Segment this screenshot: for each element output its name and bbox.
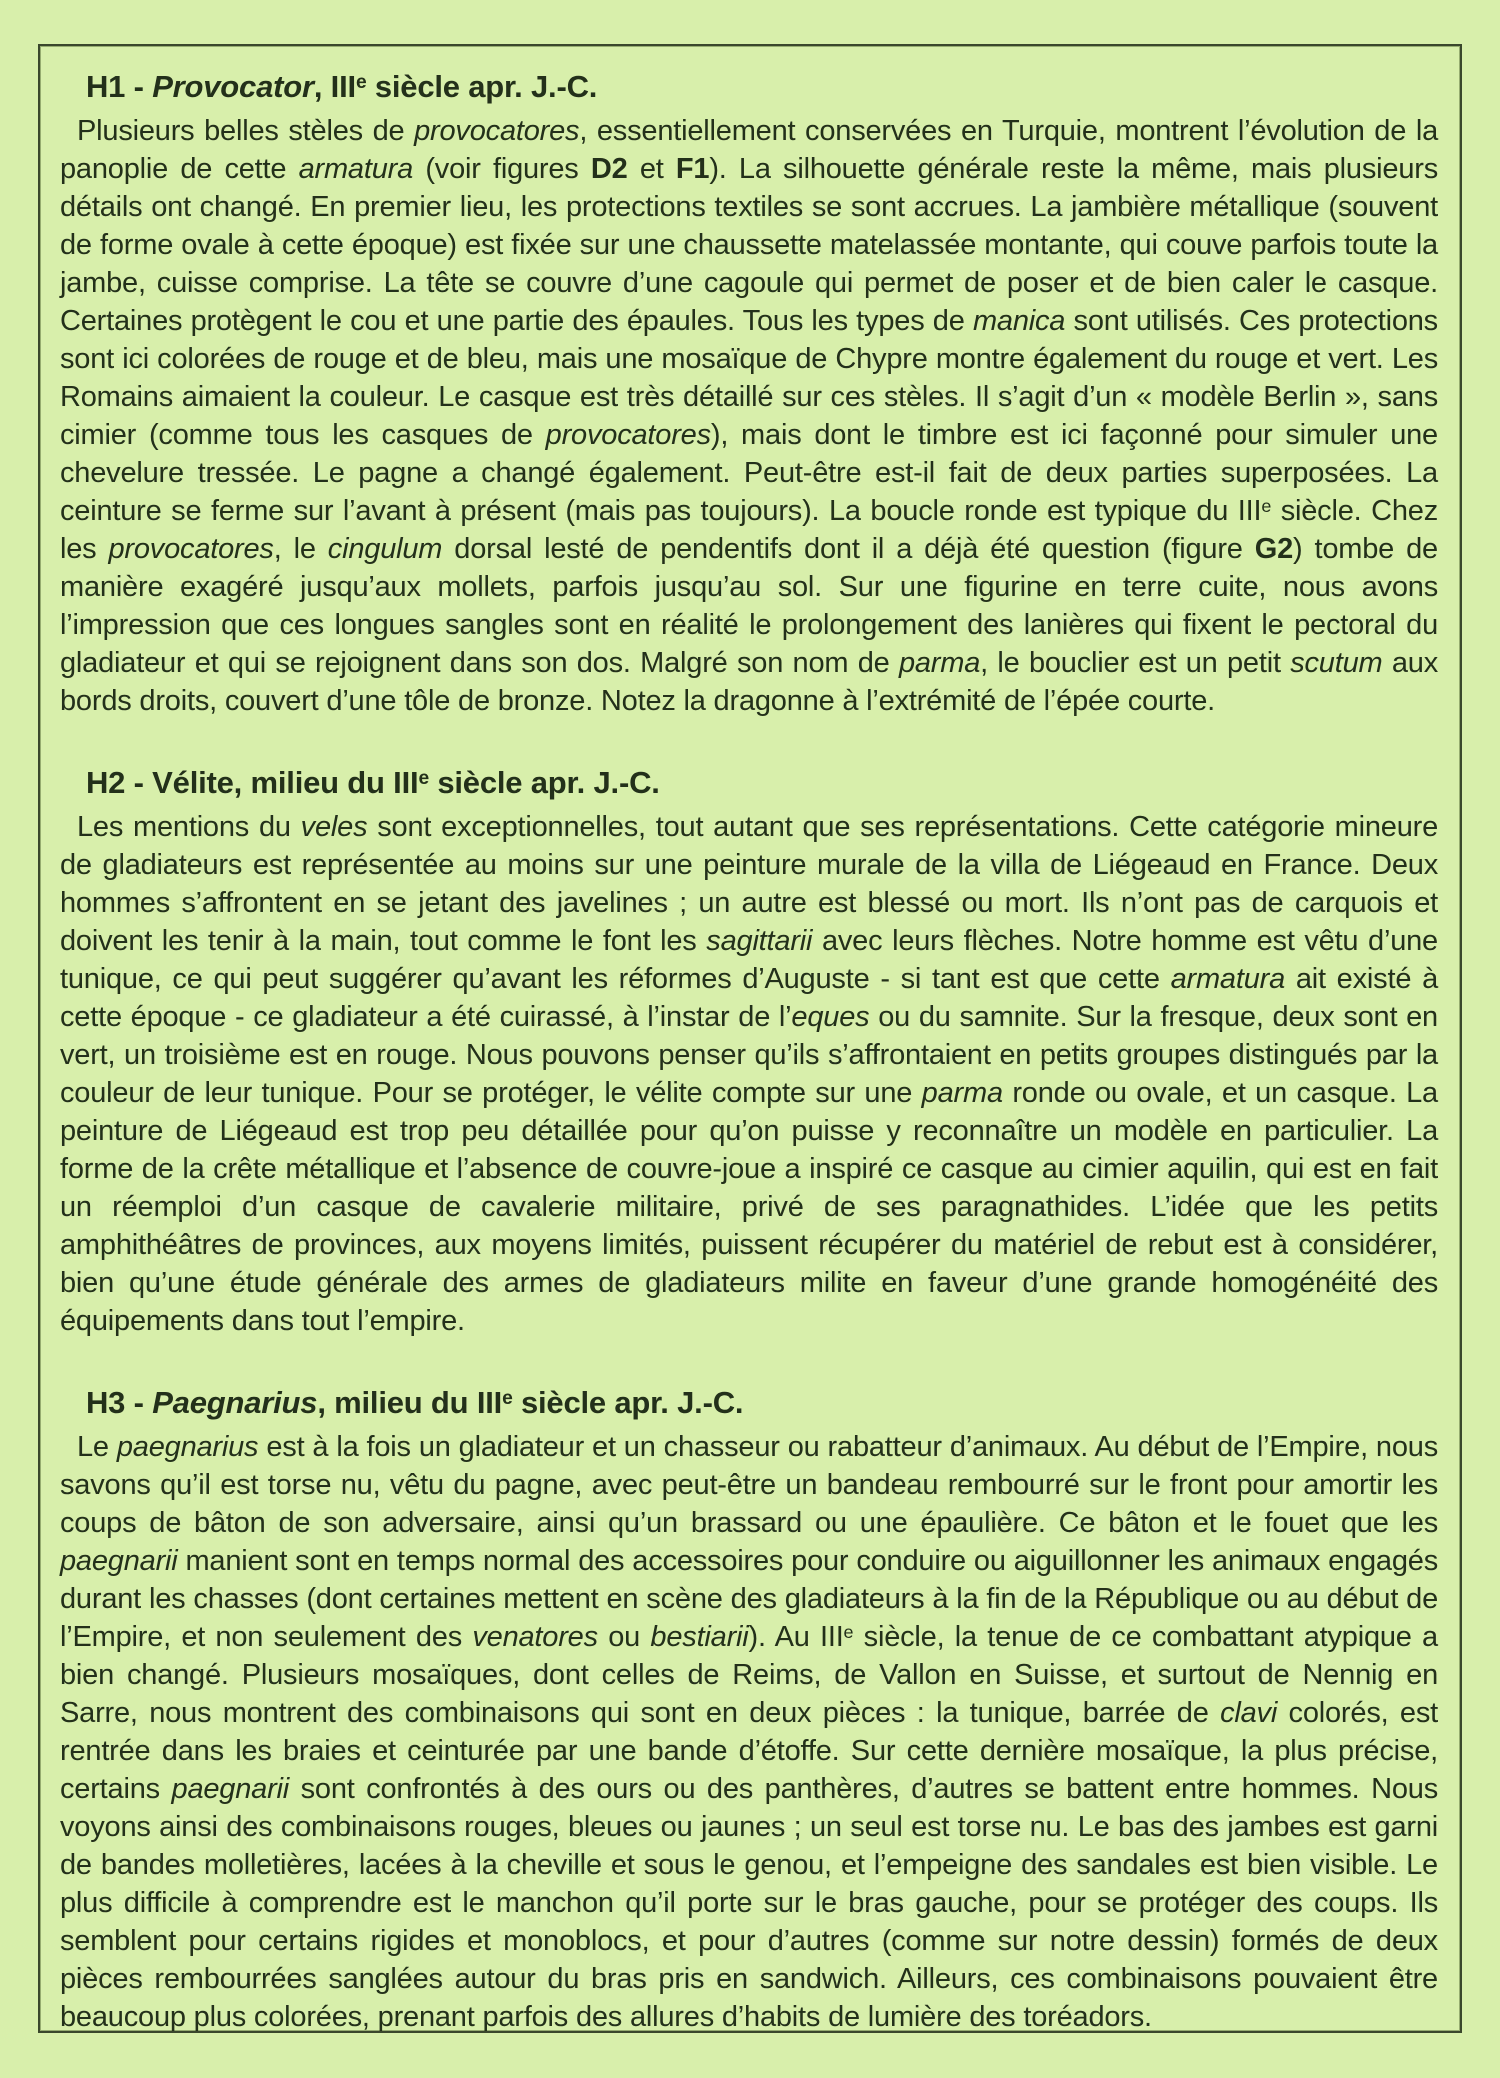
- document-body: [40, 46, 1460, 2033]
- section-h3-paegnarius: [60, 1384, 1438, 2033]
- section-h1-provocator: [60, 68, 1438, 720]
- section-h2-velite: [60, 764, 1438, 1340]
- page-frame-border: [38, 44, 1462, 2033]
- section-paragraph: Le paegnarius est à la fois un gladiateur et un chasseur ou rabatteur d’animaux. Au début de l’Empire, nous savons qu’il est torse nu, vêtu du pagne, avec peut-être un bandeau rembourré sur le front pour amortir les coups de bâton de son adversaire, ainsi qu’un brassard ou une épaulière. Ce bâton et le fouet que les paegnarii manient sont en temps normal des accessoires pour conduire ou aiguillonner les animaux engagés durant les chasses (dont certaines mettent en scène des gladiateurs à la fin de la République ou au début de l’Empire, et non seulement des venatores ou bestiarii). Au IIIe siècle, la tenue de ce combattant atypique a bien changé. Plusieurs mosaïques, dont celles de Reims, de Vallon en Suisse, et surtout de Nennig en Sarre, nous montrent des combinaisons qui sont en deux pièces : la tunique, barrée de clavi colorés, est rentrée dans les braies et ceinturée par une bande d’étoffe. Sur cette dernière mosaïque, la plus précise, certains paegnarii sont confrontés à des ours ou des panthères, d’autres se battent entre hommes. Nous voyons ainsi des combinaisons rouges, bleues ou jaunes ; un seul est torse nu. Le bas des jambes est garni de bandes molletières, lacées à la cheville et sous le genou, et l’empeigne des sandales est bien visible. Le plus difficile à comprendre est le manchon qu’il porte sur le bras gauche, pour se protéger des coups. Ils semblent pour certains rigides et monoblocs, et pour d’autres (comme sur notre dessin) formés de deux pièces rembourrées sanglées autour du bras pris en sandwich. Ailleurs, ces combinaisons pouvaient être beaucoup plus colorées, prenant parfois des allures d’habits de lumière des toréadors.: [60, 1431, 1438, 2033]
- section-heading: H1 - Provocator, IIIe siècle apr. J.-C.: [86, 69, 598, 104]
- section-heading: H2 - Vélite, milieu du IIIe siècle apr. J.-C.: [86, 765, 660, 800]
- section-paragraph: Plusieurs belles stèles de provocatores, essentiellement conservées en Turquie, montrent l’évolution de la panoplie de cette armatura (voir figures D2 et F1). La silhouette générale reste la même, mais plusieurs détails ont changé. En premier lieu, les protections textiles se sont accrues. La jambière métallique (souvent de forme ovale à cette époque) est fixée sur une chaussette matelassée montante, qui couve parfois toute la jambe, cuisse comprise. La tête se couvre d’une cagoule qui permet de poser et de bien caler le casque. Certaines protègent le cou et une partie des épaules. Tous les types de manica sont utilisés. Ces protections sont ici colorées de rouge et de bleu, mais une mosaïque de Chypre montre également du rouge et vert. Les Romains aimaient la couleur. Le casque est très détaillé sur ces stèles. Il s’agit d’un « modèle Berlin », sans cimier (comme tous les casques de provocatores), mais dont le timbre est ici façonné pour simuler une chevelure tressée. Le pagne a changé également. Peut-être est-il fait de deux parties superposées. La ceinture se ferme sur l’avant à présent (mais pas toujours). La boucle ronde est typique du IIIe siècle. Chez les provocatores, le cingulum dorsal lesté de pendentifs dont il a déjà été question (figure G2) tombe de manière exagéré jusqu’aux mollets, parfois jusqu’au sol. Sur une figurine en terre cuite, nous avons l’impression que ces longues sangles sont en réalité le prolongement des lanières qui fixent le pectoral du gladiateur et qui se rejoignent dans son dos. Malgré son nom de parma, le bouclier est un petit scutum aux bords droits, couvert d’une tôle de bronze. Notez la dragonne à l’extrémité de l’épée courte.: [60, 115, 1439, 717]
- section-paragraph: Les mentions du veles sont exceptionnelles, tout autant que ses représentations. Cette catégorie mineure de gladiateurs est représentée au moins sur une peinture murale de la villa de Liégeaud en France. Deux hommes s’affrontent en se jetant des javelines ; un autre est blessé ou mort. Ils n’ont pas de carquois et doivent les tenir à la main, tout comme le font les sagittarii avec leurs flèches. Notre homme est vêtu d’une tunique, ce qui peut suggérer qu’avant les réformes d’Auguste - si tant est que cette armatura ait existé à cette époque - ce gladiateur a été cuirassé, à l’instar de l’eques ou du samnite. Sur la fresque, deux sont en vert, un troisième est en rouge. Nous pouvons penser qu’ils s’affrontaient en petits groupes distingués par la couleur de leur tunique. Pour se protéger, le vélite compte sur une parma ronde ou ovale, et un casque. La peinture de Liégeaud est trop peu détaillée pour qu’on puisse y reconnaître un modèle en particulier. La forme de la crête métallique et l’absence de couvre-joue a inspiré ce casque au cimier aquilin, qui est en fait un réemploi d’un casque de cavalerie militaire, privé de ses paragnathides. L’idée que les petits amphithéâtres de provinces, aux moyens limités, puissent récupérer du matériel de rebut est à considérer, bien qu’une étude générale des armes de gladiateurs milite en faveur d’une grande homogénéité des équipements dans tout l’empire.: [60, 811, 1439, 1337]
- section-heading: H3 - Paegnarius, milieu du IIIe siècle apr. J.-C.: [86, 1385, 744, 1420]
